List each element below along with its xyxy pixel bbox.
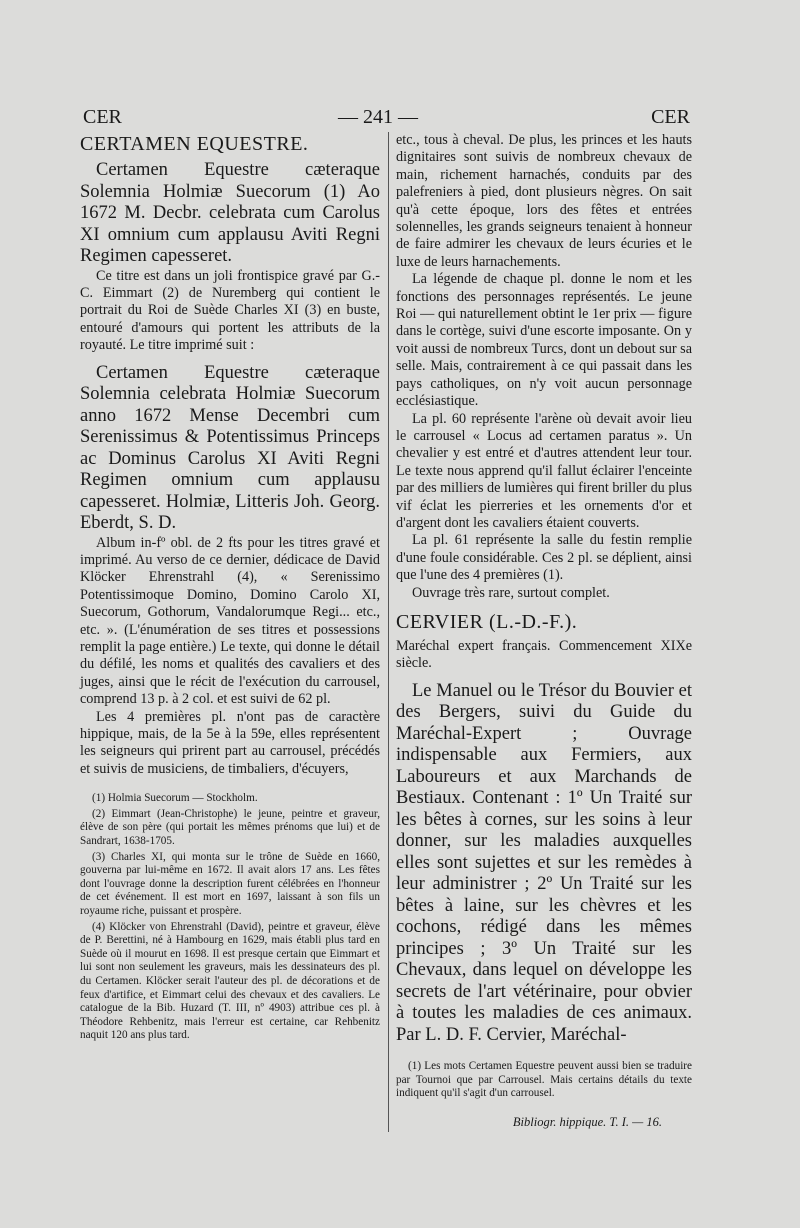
paragraph: La pl. 61 représente la salle du festin remplie d'une foule considérable. Ces 2 pl. se déplient, ainsi que l'une des 4 premières (1). — [396, 532, 692, 584]
paragraph: Ouvrage très rare, surtout complet. — [412, 584, 610, 601]
entry-title-cervier: CERVIER (L.-D.-F.). — [396, 610, 578, 633]
page-number: — 241 — — [338, 106, 418, 128]
book-title: Le Manuel ou le Trésor du Bouvier et des Bergers, suivi du Guide du Maréchal-Expert ; Ouvrage indispensable aux Fermiers, aux Laboureurs et aux Marchands de Bestiaux. Contenant : 1º Un Traité sur les bêtes à cornes, sur les soins à leur donner, sur les maladies auxquelles elles sont sujettes et sur les remèdes à leur administrer ; 2º Un Traité sur les bêtes à laine, sur les chèvres et les cochons, rédigé dans les mêmes principes ; 3º Un Traité sur les Chevaux, dans lequel on développe les secrets de l'art vétérinaire, pour obvier à toutes les maladies de ces animaux. Par L. D. F. Cervier, Maréchal- — [396, 680, 692, 1045]
footnotes — [80, 792, 380, 1043]
entry-subtitle: Maréchal expert français. Commencement XIXe siècle. — [396, 637, 692, 672]
footnote: (1) Les mots Certamen Equestre peuvent aussi bien se traduire par Tournoi que par Carrousel. Mais certains détails du texte indiquent qu'il s'agit d'un carrousel. — [396, 1060, 692, 1100]
footnote: (2) Eimmart (Jean-Christophe) le jeune, peintre et graveur, élève de son père (qui portait les mêmes prénoms que lui) et de Sandrart, 1638-1705. — [80, 807, 380, 847]
latin-title-printed: Certamen Equestre cæteraque Solemnia celebrata Holmiæ Suecorum anno 1672 Mense Decembri cum Serenissimus & Potentissimus Princeps ac Dominus Carolus XI Aviti Regni Regimen omnium cum applausu capesseret. Holmiæ, Litteris Joh. Georg. Eberdt, S. D. — [80, 362, 380, 534]
latin-title-engraved: Certamen Equestre cæteraque Solemnia Holmiæ Suecorum (1) Ao 1672 M. Decbr. celebrata cum Carolus XI omnium cum applausu Aviti Regni Regimen capesseret. — [80, 160, 380, 266]
left-column — [80, 132, 380, 1045]
running-header — [0, 106, 800, 134]
footnotes — [396, 1060, 692, 1101]
signature-line: Bibliogr. hippique. T. I. — 16. — [512, 1115, 662, 1130]
header-left: CER — [83, 106, 122, 128]
paragraph: Ce titre est dans un joli frontispice gravé par G.-C. Eimmart (2) de Nuremberg qui contient le portrait du Roi de Suède Charles XI (3) en buste, entouré d'amours qui portent les attributs de la royauté. Le titre imprimé suit : — [80, 267, 380, 354]
column-rule — [388, 132, 389, 1132]
footnote: (1) Holmia Suecorum — Stockholm. — [92, 792, 258, 805]
paragraph: La légende de chaque pl. donne le nom et les fonctions des personnages représentés. Le jeune Roi — qui naturellement obtint le 1er prix — figure dans le cortège, suivi d'une escorte imposante. On y voit aussi de nombreux Turcs, dont un debout sur sa selle. Mais, contrairement à ce qui passait dans les pays catholiques, on n'y voit aucun personnage ecclésiastique. — [396, 271, 692, 410]
paragraph: Album in-fº obl. de 2 fts pour les titres gravé et imprimé. Au verso de ce dernier, dédicace de David Klöcker Ehrenstrahl (4), « Serenissimo Potentissimoque Domino, Domino Carolo XI, Suecorum, Gothorum, Vandalorumque Regi... etc., etc. ». (L'énumération de ses titres et possessions remplit la page entière.) Le texte, qui donne le détail du défilé, les noms et qualités des cavaliers et des juges, ainsi que le récit de l'exécution du carrousel, comprend 13 p. à 2 col. et est suivi de 62 pl. — [80, 534, 380, 708]
footnote: (4) Klöcker von Ehrenstrahl (David), peintre et graveur, élève de P. Berettini, né à Hambourg en 1629, mais établi plus tard en Suède où il mourut en 1698. Il est presque certain que Eimmart et lui sont non seulement les graveurs, mais les dessinateurs des pl. du Certamen. Klöcker serait l'auteur des pl. de décorations et de feux d'artifice, et Eimmart celui des chevaux et des cavaliers. Le catalogue de la Bib. Huzard (T. III, nº 4903) attribue ces pl. à Théodore Rehbenitz, mais l'erreur est certaine, car Rehbenitz naquit 120 ans plus tard. — [80, 920, 380, 1042]
header-right: CER — [651, 106, 690, 128]
paragraph: Les 4 premières pl. n'ont pas de caractère hippique, mais, de la 5e à la 59e, elles représentent les seigneurs qui prirent part au carrousel, précédés et suivis de musiciens, de timbaliers, d'écuyers, — [80, 708, 380, 777]
paragraph: etc., tous à cheval. De plus, les princes et les hauts dignitaires sont suivis de nombreux chevaux de main, richement harnachés, conduits par des palefreniers à pied, dont plusieurs nègres. On sait qu'à cette époque, lors des fêtes et entrées solennelles, les grands seigneurs tenaient à honneur de faire admirer les chevaux de leurs écuries et le luxe de leurs harnachements. — [396, 132, 692, 270]
footnote: (3) Charles XI, qui monta sur le trône de Suède en 1660, gouverna par lui-même en 1672. Il avait alors 17 ans. Les fêtes dont l'ouvrage donne la description furent célébrées en l'honneur de cet événement. Il est mort en 1697, laissant à son fils un royaume riche, puissant et prospère. — [80, 850, 380, 917]
right-column — [396, 132, 692, 1130]
paragraph: La pl. 60 représente l'arène où devait avoir lieu le carrousel « Locus ad certamen paratus ». Un chevalier y est entré et d'autres attendent leur tour. Le texte nous apprend qu'il fallut éclairer l'enceinte par des milliers de lumières qui firent briller du plus vif éclat les pierreries et les ornements d'or et d'argent dont les cavaliers étaient couverts. — [396, 410, 692, 531]
entry-title-certamen: CERTAMEN EQUESTRE. — [80, 133, 309, 155]
